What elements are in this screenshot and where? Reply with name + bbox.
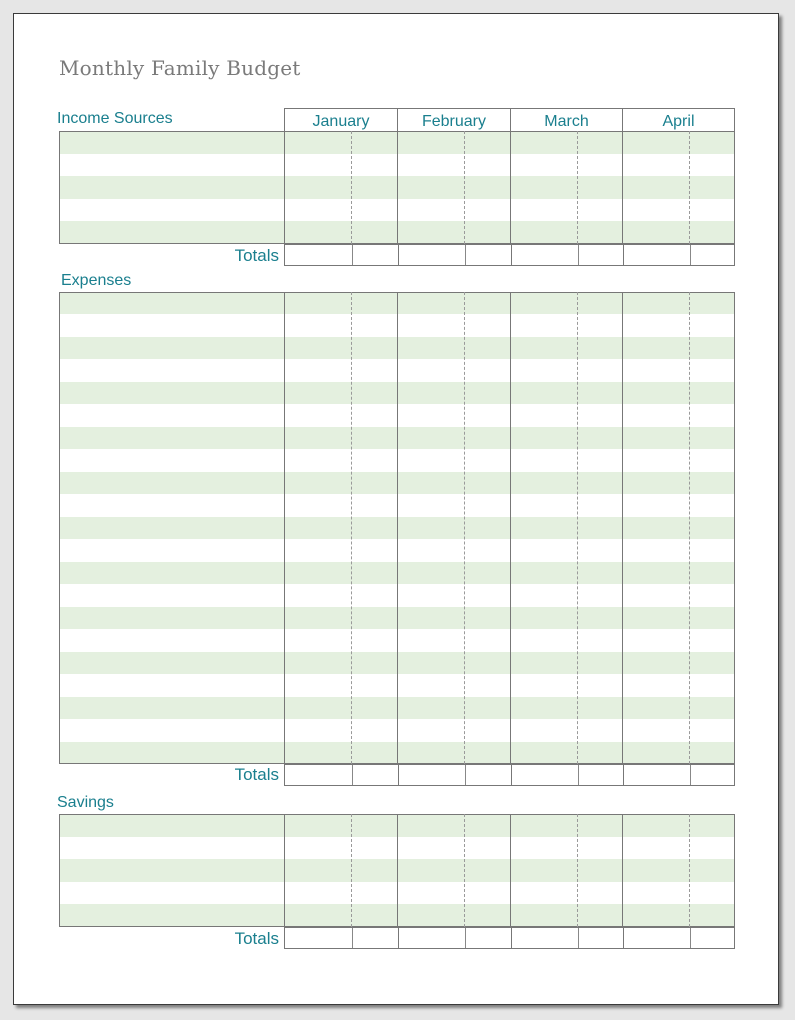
totals-divider [352, 245, 353, 265]
expenses-table [59, 292, 735, 764]
expenses-totals-label: Totals [234, 765, 279, 784]
column-divider [622, 131, 623, 244]
column-divider [689, 814, 690, 927]
totals-divider [511, 245, 512, 265]
column-divider [577, 814, 578, 927]
income-section-title: Income Sources [57, 110, 173, 127]
month-label: January [312, 113, 370, 130]
totals-divider [690, 765, 691, 785]
totals-divider [623, 765, 624, 785]
column-divider [510, 131, 511, 244]
totals-divider [398, 928, 399, 948]
month-label: April [662, 113, 695, 130]
column-divider [464, 131, 465, 244]
column-divider [510, 814, 511, 927]
column-divider [284, 131, 285, 244]
column-divider [351, 292, 352, 764]
column-divider [622, 292, 623, 764]
column-divider [284, 814, 285, 927]
month-header-april [622, 108, 735, 131]
totals-divider [352, 765, 353, 785]
column-divider [351, 814, 352, 927]
column-divider [397, 814, 398, 927]
totals-divider [690, 928, 691, 948]
month-header-january [284, 108, 397, 131]
totals-divider [352, 928, 353, 948]
totals-divider [623, 928, 624, 948]
column-divider [689, 292, 690, 764]
column-divider [510, 292, 511, 764]
month-header-march [510, 108, 622, 131]
savings-totals-label: Totals [234, 929, 279, 948]
totals-divider [511, 765, 512, 785]
column-divider [464, 292, 465, 764]
page-title: Monthly Family Budget [59, 56, 301, 80]
totals-divider [578, 928, 579, 948]
column-divider [689, 131, 690, 244]
totals-divider [465, 245, 466, 265]
column-divider [577, 292, 578, 764]
totals-divider [398, 245, 399, 265]
expenses-totals-row[interactable] [284, 764, 735, 786]
month-label: March [544, 113, 589, 130]
column-divider [397, 292, 398, 764]
budget-page [13, 13, 779, 1005]
month-header-february [397, 108, 510, 131]
totals-divider [511, 928, 512, 948]
savings-section-title: Savings [57, 794, 114, 811]
column-divider [351, 131, 352, 244]
income-totals-row[interactable] [284, 244, 735, 266]
column-divider [577, 131, 578, 244]
income-table [59, 131, 735, 244]
month-label: February [421, 113, 487, 130]
column-divider [622, 814, 623, 927]
column-divider [397, 131, 398, 244]
income-totals-label: Totals [234, 246, 279, 265]
totals-divider [465, 765, 466, 785]
totals-divider [398, 765, 399, 785]
totals-divider [623, 245, 624, 265]
totals-divider [578, 245, 579, 265]
expenses-section-title: Expenses [61, 272, 132, 289]
column-divider [464, 814, 465, 927]
totals-divider [465, 928, 466, 948]
column-divider [284, 292, 285, 764]
savings-totals-row[interactable] [284, 927, 735, 949]
savings-table [59, 814, 735, 927]
totals-divider [690, 245, 691, 265]
totals-divider [578, 765, 579, 785]
